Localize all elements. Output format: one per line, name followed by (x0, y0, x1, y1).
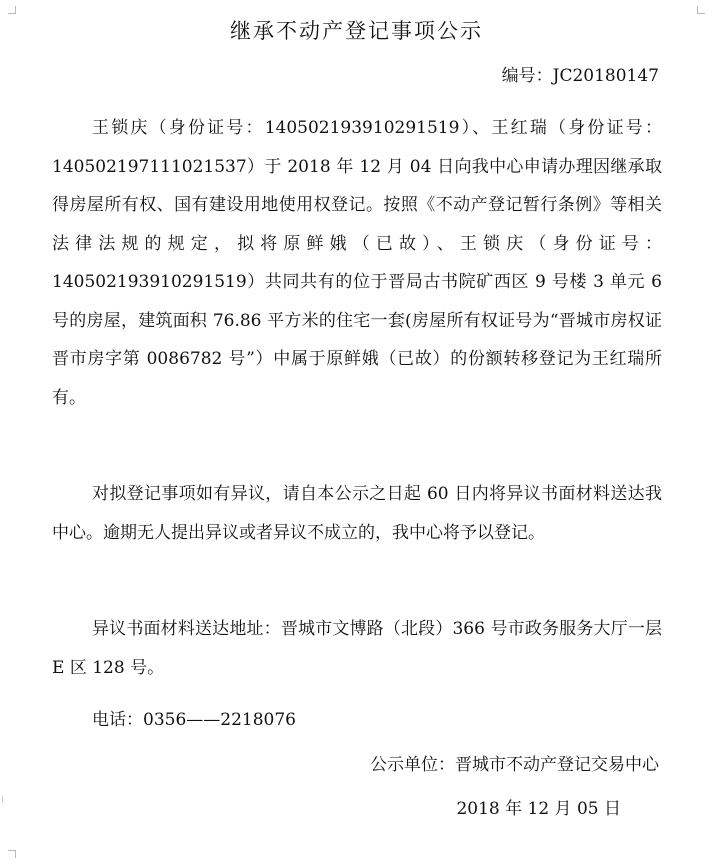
publication-date: 2018 年 12 月 05 日 (456, 799, 621, 819)
page-corner-mark-bottom-left (8, 850, 16, 858)
publishing-unit: 公示单位：晋城市不动产登记交易中心 (370, 755, 659, 775)
paragraph-objection-notice: 对拟登记事项如有异议，请自本公示之日起 60 日内将异议书面材料送达我中心。逾期无人提出异议或者异议不成立的，我中心将予以登记。 (52, 484, 662, 543)
document-number: 编号：JC20180147 (501, 66, 659, 86)
paragraph-objection-address: 异议书面材料送达地址：晋城市文博路（北段）366 号市政务服务大厅一层 E 区 128 号。 (52, 619, 662, 678)
page-edge-mark (2, 796, 6, 802)
page-corner-mark-top-left (8, 6, 16, 14)
paragraph-registration-details: 王锁庆（身份证号：140502193910291519）、王红瑞（身份证号：140502197111021537）于 2018 年 12 月 04 日向我中心申请办理因继承取得房屋所有权、国有建设用地使用权登记。按照《不动产登记暂行条例》等相关法律法规的规定，拟将原鲜娥（已故）、王锁庆（身份证号：140502193910291519）共同共有的位于晋局古书院矿西区 9 号楼 3 单元 6 号的房屋，建筑面积 76.86 平方米的住宅一套(房屋所有权证号为“晋城市房权证晋市房字第 0086782 号”）中属于原鲜娥（已故）的份额转移登记为王红瑞所有。 (52, 118, 662, 408)
paragraph-phone: 电话：0356——2218076 (92, 710, 296, 730)
document-title: 继承不动产登记事项公示 (230, 19, 483, 43)
page-corner-mark-top-right (697, 6, 705, 14)
